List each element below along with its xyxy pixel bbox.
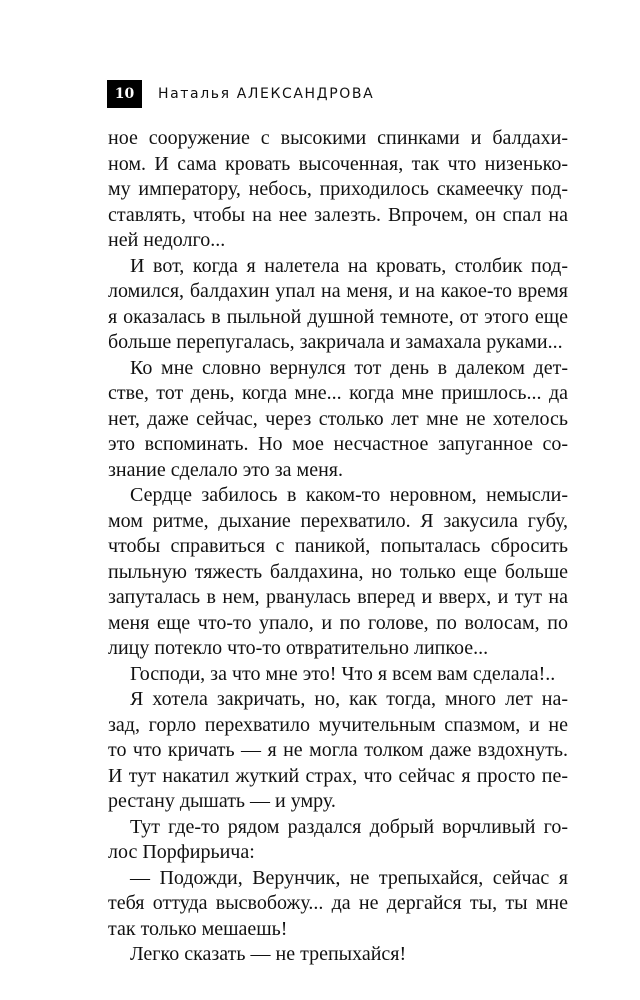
text-line: И тут накатил жуткий страх, что сейчас я просто пе- [108,764,568,787]
text-line: ней недолго... [108,229,226,251]
text-line: ное сооружение с высокими спинками и балдахи- [108,127,568,149]
text-line: зад, горло перехватило мучительным спазмом, и не [108,713,568,736]
text-line: чтобы справиться с паникой, попыталась сбросить [108,535,568,557]
text-line: лицу потекло что-то отвратительно липкое... [108,637,489,659]
text-line: ном. И сама кровать высоченная, так что низенько- [108,152,568,175]
text-line: Сердце забилось в каком-то неровном, немысли- [130,484,568,506]
text-line: запуталась в нем, рванулась вперед и вверх, и тут на [108,586,568,608]
body-text [108,126,568,968]
text-line: это вспоминать. Но мое несчастное запуганное со- [108,433,568,455]
text-line: так только мешаешь! [108,917,288,940]
text-line: пыльную тяжесть балдахина, но только еще больше [108,560,568,583]
text-line: тебя оттуда высвобожу... да не дергайся ты, ты мне [108,892,568,914]
text-line: меня еще что-то упало, и по голове, по волосам, по [108,611,568,634]
text-line: рестану дышать — и умру. [108,790,336,812]
running-header [107,80,374,108]
text-line: ломился, балдахин упал на меня, и на какое-то время [108,280,568,302]
text-line: Господи, за что мне это! Что я всем вам сделала!.. [130,662,556,685]
text-line: Ко мне словно вернулся тот день в далеком дет- [130,356,568,379]
text-line: Легко сказать — не трепыхайся! [130,943,407,965]
text-line: мом ритме, дыхание перехватило. Я закусила губу, [108,509,568,532]
text-line: И вот, когда я налетела на кровать, столбик под- [130,254,568,277]
text-line: нет, даже сейчас, через столько лет мне не хотелось [108,407,568,430]
text-line: ставлять, чтобы на нее залезть. Впрочем, он спал на [108,203,568,226]
text-line: знание сделало это за меня. [108,458,343,481]
text-line: Тут где-то рядом раздался добрый ворчливый го- [130,815,568,838]
page-number: 10 [107,80,142,108]
text-line: я оказалась в пыльной душной темноте, от этого еще [108,305,568,328]
text-line: му императору, небось, приходилось скамеечку под- [108,178,568,200]
text-line: стве, тот день, когда мне... когда мне пришлось... да [108,382,568,404]
text-line: лос Порфирьича: [108,841,255,863]
text-line: Я хотела закричать, но, как тогда, много лет на- [130,688,568,710]
text-line: — Подожди, Верунчик, не трепыхайся, сейчас я [130,866,568,889]
author-name: Наталья АЛЕКСАНДРОВА [158,86,375,102]
text-line: то что кричать — я не могла толком даже вздохнуть. [108,739,568,761]
text-line: больше перепугалась, закричала и замахала руками... [108,331,563,353]
